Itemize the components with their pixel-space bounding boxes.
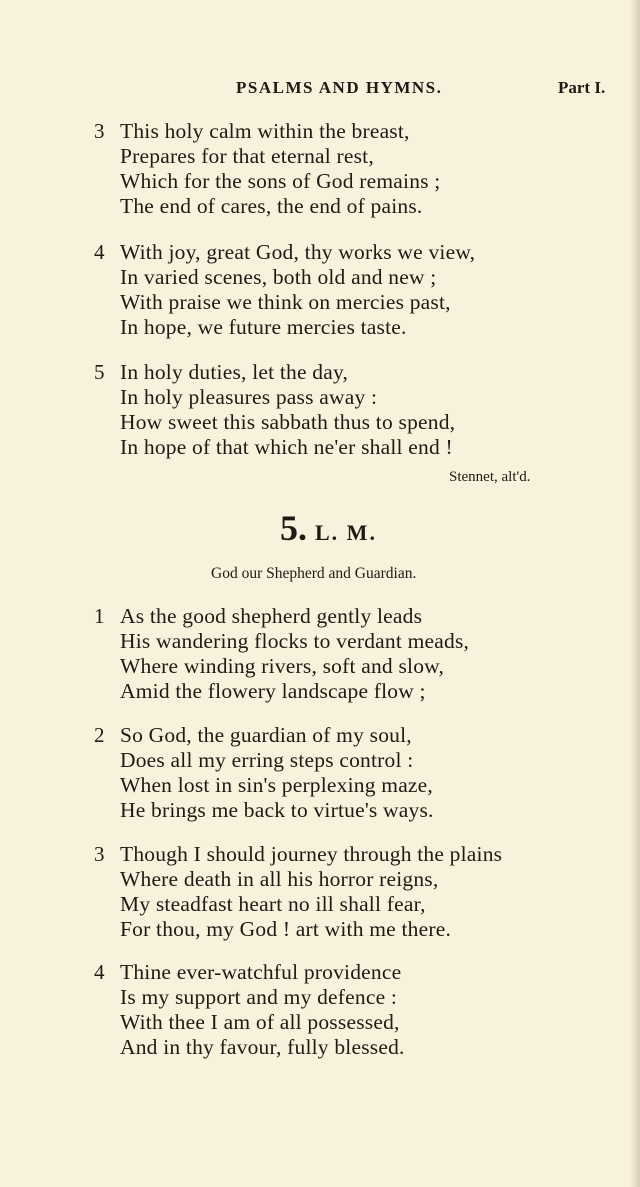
verse-line: So God, the guardian of my soul, [120, 723, 412, 747]
verse-line: Where death in all his horror reigns, [120, 867, 439, 891]
verse-line: Is my support and my defence : [120, 985, 398, 1009]
verse-line: Amid the flowery landscape flow ; [120, 679, 426, 703]
verse-line: Does all my erring steps control : [120, 748, 414, 772]
verse-line: He brings me back to virtue's ways. [120, 798, 434, 822]
verse-line: Where winding rivers, soft and slow, [120, 654, 445, 678]
verse-line: In varied scenes, both old and new ; [120, 265, 437, 289]
verse-line: Thine ever-watchful providence [120, 960, 402, 984]
stanza-number: 4 [94, 960, 105, 984]
verse-line: When lost in sin's perplexing maze, [120, 773, 433, 797]
verse-line: The end of cares, the end of pains. [120, 194, 423, 218]
verse-line: With joy, great God, thy works we view, [120, 240, 476, 264]
hymn-heading [280, 507, 377, 549]
verse-line: For thou, my God ! art with me there. [120, 917, 452, 941]
stanza-number: 3 [94, 842, 105, 866]
running-header [0, 78, 640, 102]
verse-line: In hope, we future mercies taste. [120, 315, 407, 339]
verse-line: In hope of that which ne'er shall end ! [120, 435, 453, 459]
stanza-number: 3 [94, 119, 105, 143]
verse-line: Prepares for that eternal rest, [120, 144, 374, 168]
hymn-number: 5. [280, 508, 307, 548]
verse-line: Which for the sons of God remains ; [120, 169, 441, 193]
stanza-number: 5 [94, 360, 105, 384]
stanza-number: 4 [94, 240, 105, 264]
hymn-subtitle: God our Shepherd and Guardian. [211, 565, 417, 582]
verse-line: Though I should journey through the plains [120, 842, 503, 866]
verse-line: My steadfast heart no ill shall fear, [120, 892, 426, 916]
verse-line: This holy calm within the breast, [120, 119, 410, 143]
page-edge-shadow [630, 0, 640, 1187]
verse-line: His wandering flocks to verdant meads, [120, 629, 470, 653]
verse-line: In holy duties, let the day, [120, 360, 349, 384]
verse-line: In holy pleasures pass away : [120, 385, 378, 409]
stanza-number: 1 [94, 604, 105, 628]
verse-line: How sweet this sabbath thus to spend, [120, 410, 456, 434]
verse-line: And in thy favour, fully blessed. [120, 1035, 405, 1059]
verse-line: With thee I am of all possessed, [120, 1010, 400, 1034]
hymn-meter: L. M. [315, 520, 377, 545]
header-part: Part I. [558, 78, 606, 97]
verse-line: With praise we think on mercies past, [120, 290, 451, 314]
verse-line: As the good shepherd gently leads [120, 604, 423, 628]
header-title: PSALMS AND HYMNS. [236, 78, 443, 97]
attribution: Stennet, alt'd. [449, 469, 531, 485]
stanza-number: 2 [94, 723, 105, 747]
